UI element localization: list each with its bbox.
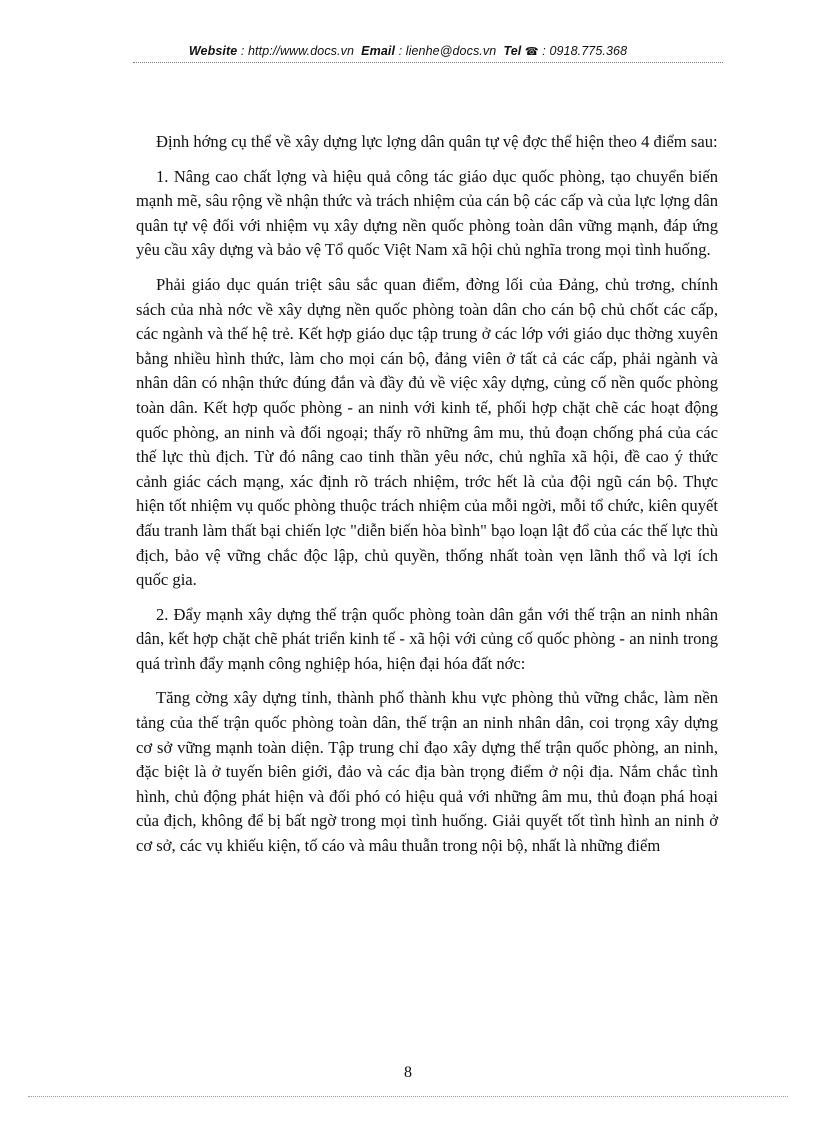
email-address: lienhe@docs.vn — [405, 44, 497, 58]
paragraph-point-1-detail: Phải giáo dục quán triệt sâu sắc quan điểm, đờng lối của Đảng, chủ trơng, chính sách của nhà nớc về xây dựng nền quốc phòng toàn dân cho cán bộ chủ chốt các cấp, các ngành và thế hệ trẻ. Kết hợp giáo dục tập trung ở các lớp với giáo dục thờng xuyên bằng nhiều hình thức, làm cho mọi cán bộ, đảng viên ở tất cả các cấp, phải ngành và nhân dân có nhận thức đúng đắn và đầy đủ về việc xây dựng, củng cố nền quốc phòng toàn dân. Kết hợp quốc phòng - an ninh với kinh tế, phối hợp chặt chẽ các hoạt động quốc phòng, an ninh và đối ngoại; thấy rõ những âm mu, thủ đoạn chống phá của các thế lực thù địch. Từ đó nâng cao tinh thần yêu nớc, chủ nghĩa xã hội, đề cao ý thức cảnh giác cách mạng, xác định rõ trách nhiệm, trớc hết là của đội ngũ cán bộ. Thực hiện tốt nhiệm vụ quốc phòng thuộc trách nhiệm của mỗi ngời, mỗi tổ chức, kiên quyết đấu tranh làm thất bại chiến lợc "diễn biến hòa bình" bạo loạn lật đổ của các thế lực thù địch, bảo vệ vững chắc độc lập, chủ quyền, thống nhất toàn vẹn lãnh thổ và lợi ích quốc gia. — [136, 274, 718, 590]
paragraph-point-1: 1. Nâng cao chất lợng và hiệu quả công tác giáo dục quốc phòng, tạo chuyển biến mạnh mẽ, sâu rộng về nhận thức và trách nhiệm của cán bộ các cấp và của lực lợng dân quân tự vệ đối với nhiệm vụ xây dựng nền quốc phòng toàn dân vững mạnh, đáp ứng yêu cầu xây dựng và bảo vệ Tổ quốc Việt Nam xã hội chủ nghĩa trong mọi tình huống. — [136, 166, 718, 260]
website-url: http://www.docs.vn — [248, 44, 355, 58]
page-header — [0, 44, 816, 58]
tel-separator: : — [538, 44, 550, 58]
paragraph-point-2-detail: Tăng cờng xây dựng tỉnh, thành phố thành khu vực phòng thủ vững chắc, làm nền tảng của thế trận quốc phòng toàn dân, thế trận an ninh nhân dân, coi trọng xây dựng cơ sở vững mạnh toàn diện. Tập trung chỉ đạo xây dựng thế trận quốc phòng, an ninh, đặc biệt là ở tuyến biên giới, đảo và các địa bàn trọng điểm ở nội địa. Nắm chắc tình hình, chủ động phát hiện và đối phó có hiệu quả với những âm mu, thủ đoạn phá hoại của địch, không để bị bất ngờ trong mọi tình huống. Giải quyết tốt tình hình an ninh ở cơ sở, các vụ khiếu kiện, tố cáo và mâu thuẫn trong nội bộ, nhất là những điểm — [136, 688, 718, 856]
page-number: 8 — [404, 1064, 412, 1081]
phone-icon: ☎ — [524, 46, 539, 58]
website-label: Website — [188, 44, 238, 58]
tel-number: 0918.775.368 — [549, 44, 628, 58]
paragraph-intro: Định hớng cụ thể về xây dựng lực lợng dân quân tự vệ đợc thể hiện theo 4 điểm sau: — [156, 132, 718, 151]
tel-label: Tel — [503, 44, 522, 58]
header-divider — [133, 62, 723, 63]
email-separator: : — [395, 44, 406, 58]
website-separator: : — [237, 44, 248, 58]
footer-divider — [28, 1096, 788, 1097]
email-label: Email — [361, 44, 396, 58]
paragraph-point-2: 2. Đẩy mạnh xây dựng thế trận quốc phòng toàn dân gắn với thế trận an ninh nhân dân, kết hợp chặt chẽ phát triển kinh tế - xã hội với củng cố quốc phòng - an ninh trong quá trình đẩy mạnh công nghiệp hóa, hiện đại hóa đất nớc: — [136, 604, 718, 673]
document-body — [136, 130, 718, 869]
